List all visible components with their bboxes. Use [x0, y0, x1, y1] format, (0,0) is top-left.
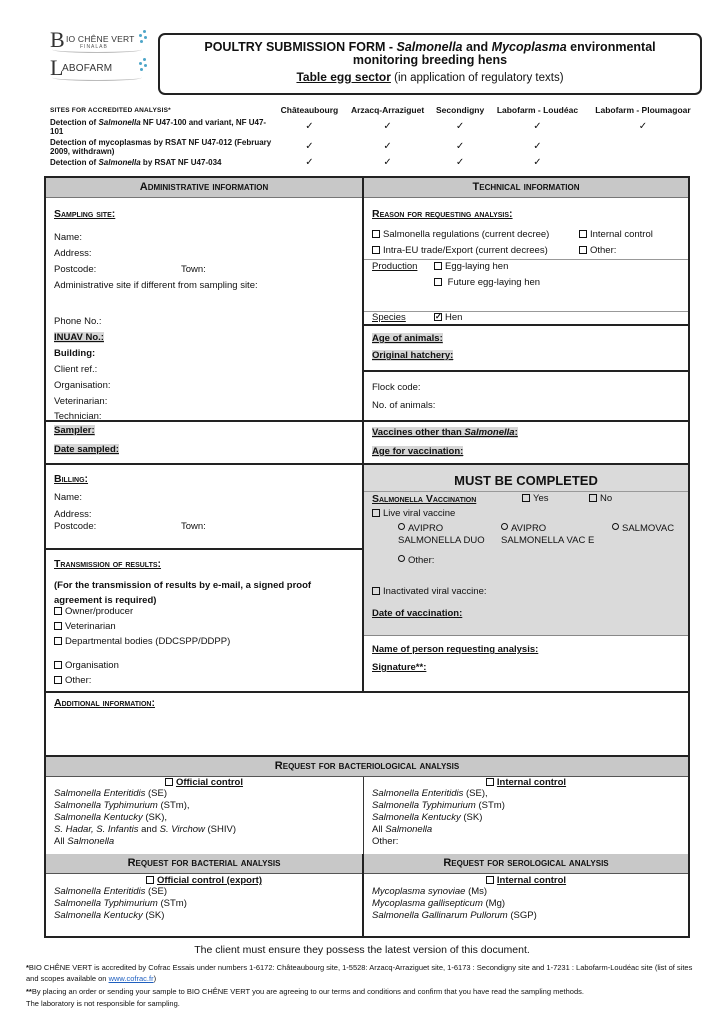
technical-header: Technical information [364, 178, 688, 198]
admin-header: Administrative information [46, 178, 362, 198]
checkbox-icon [434, 278, 442, 286]
logo-dots-icon [138, 58, 148, 72]
checkbox-icon [372, 509, 380, 517]
submission-form [44, 176, 690, 938]
list-item: Salmonella Kentucky (SK) [372, 812, 483, 823]
table-row: Detection of mycoplasmas by RSAT NF U47-012 (February 2009, withdrawn) ✓ ✓ ✓ ✓ [50, 137, 700, 157]
date-sampled-field[interactable]: Date sampled: [54, 444, 119, 455]
billing-address-field[interactable]: Address: [54, 509, 92, 520]
serological-internal-control-checkbox[interactable]: Internal control [364, 875, 688, 886]
radio-icon [398, 555, 405, 562]
check-icon [586, 157, 700, 169]
list-item: Mycoplasma synoviae (Ms) [372, 886, 488, 897]
signature-field[interactable]: Signature**: [372, 662, 427, 673]
check-icon: ✓ [305, 121, 314, 133]
list-item: Salmonella Enteritidis (SE) [54, 788, 167, 799]
age-of-animals-field[interactable]: Age of animals: [372, 333, 443, 344]
technical-column [364, 178, 688, 691]
internal-control-checkbox[interactable]: Internal control [364, 777, 688, 788]
additional-info-section: Additional information: [46, 691, 688, 757]
transmission-option-veterinarian[interactable]: Veterinarian [54, 621, 116, 633]
check-icon: ✓ [305, 157, 314, 169]
version-notice: The client must ensure they possess the latest version of this document. [194, 944, 530, 956]
billing-town-field[interactable]: Town: [181, 521, 206, 532]
production-future-egg-laying-hen[interactable]: Future egg-laying hen [434, 277, 540, 289]
option-avipro-duo[interactable]: AVIPRO SALMONELLA DUO [398, 523, 485, 546]
original-hatchery-field[interactable]: Original hatchery: [372, 350, 454, 361]
transmission-section: Transmission of results: (For the transmission of results by e-mail, a signed proof agreement is required) Owner/producer Veterinarian Departmental bodies (DDCSPP/DDPP) Organisation Other: [54, 558, 312, 686]
address-field[interactable]: Address: [54, 248, 92, 259]
client-ref-field[interactable]: Client ref.: [54, 364, 98, 375]
billing-name-field[interactable]: Name: [54, 492, 82, 503]
building-field[interactable]: Building: [54, 348, 96, 359]
check-icon [586, 137, 700, 157]
requester-section [364, 636, 688, 691]
logo-dots-icon [138, 30, 148, 44]
check-icon: ✓ [383, 157, 392, 169]
list-item: Other: [372, 836, 399, 847]
table-row: Detection of Salmonella NF U47-100 and variant, NF U47-101 ✓ ✓ ✓ ✓ ✓ [50, 117, 700, 137]
option-salmovac[interactable]: SALMOVAC [612, 523, 674, 535]
labofarm-logo: L ABOFARM [48, 56, 148, 82]
vaccines-other-field[interactable]: Vaccines other than Salmonella: [372, 427, 518, 438]
reason-intra-eu-trade[interactable]: Intra-EU trade/Export (current decrees) [372, 245, 548, 257]
technician-field[interactable]: Technician: [54, 411, 102, 422]
check-icon: ✓ [533, 141, 542, 153]
checkbox-icon [579, 230, 587, 238]
bio-chene-vert-logo: B IO CHÊNE VERT FINALAB [48, 28, 148, 54]
billing-postcode-field[interactable]: Postcode: [54, 521, 97, 532]
transmission-option-owner[interactable]: Owner/producer [54, 606, 133, 618]
form-title: POULTRY SUBMISSION FORM - Salmonella and Mycoplasma environmental monitoring breeding hens [204, 40, 656, 67]
vaccination-no[interactable]: No [589, 493, 612, 505]
species-hen[interactable]: ✓ Hen [434, 312, 462, 324]
list-item: Salmonella Typhimurium (STm), [54, 800, 190, 811]
bacterial-section: Request for bacterial analysis Official control (export) Salmonella Enteritidis (SE) Salmonella Typhimurium (STm) Salmonella Kentucky (SK) [46, 854, 362, 936]
check-icon: ✓ [533, 157, 542, 169]
list-item: All Salmonella [372, 824, 433, 835]
check-icon: ✓ [455, 121, 465, 133]
checkbox-icon [589, 494, 597, 502]
date-vaccination-field[interactable]: Date of vaccination: [372, 608, 463, 619]
checked-checkbox-icon [434, 313, 442, 321]
no-animals-field[interactable]: No. of animals: [372, 400, 436, 411]
list-item: Salmonella Enteritidis (SE) [54, 886, 167, 897]
check-icon: ✓ [383, 121, 392, 133]
list-item: All Salmonella [54, 836, 115, 847]
radio-icon [612, 523, 619, 530]
sampler-section [46, 422, 362, 465]
transmission-option-organisation[interactable]: Organisation [54, 660, 119, 672]
veterinarian-field[interactable]: Veterinarian: [54, 396, 108, 407]
reason-salmonella-regulations[interactable]: Salmonella regulations (current decree) [372, 229, 549, 241]
reason-internal-control[interactable]: Internal control [579, 229, 653, 241]
reason-section: Reason for requesting analysis: Salmonella regulations (current decree) Internal control Intra-EU trade/Export (current decrees) Other: Production Egg-laying hen Future egg-laying hen Species ✓ Hen [364, 198, 688, 326]
billing-section: Billing: Name: Address: Postcode: Town: [46, 465, 362, 550]
vaccines-section [364, 422, 688, 465]
official-control-export-checkbox[interactable]: Official control (export) [46, 875, 362, 886]
checkbox-icon [579, 246, 587, 254]
site-column: Châteaubourg [280, 104, 339, 115]
sampling-site-section: Sampling site: Name: Address: Postcode: Town: Administrative site if different from sampling site: Phone No.: INUAV No.: Building: Client ref.: Organisation: Veterinarian: Technician: [46, 198, 362, 422]
name-field[interactable]: Name: [54, 232, 82, 243]
form-subtitle: Table egg sector (in application of regulatory texts) [296, 70, 564, 84]
list-item: Salmonella Gallinarum Pullorum (SGP) [372, 910, 537, 921]
vaccination-yes[interactable]: Yes [522, 493, 549, 505]
bacteriological-section: Request for bacteriological analysis Official control Salmonella Enteritidis (SE) Salmonella Typhimurium (STm), Salmonella Kentucky (SK), S. Hadar, S. Infantis and S. Virchow (SHIV) All Salmonella Internal control Salmonella Enteritidis (SE), Salmonella Typhimurium (STm) Salmonella Kentucky (SK) All Salmonella Other: [46, 757, 688, 855]
check-icon: ✓ [305, 141, 314, 153]
list-item: Salmonella Kentucky (SK), [54, 812, 167, 823]
phone-field[interactable]: Phone No.: [54, 316, 102, 327]
checkbox-icon [146, 876, 154, 884]
accredited-sites-table: SITES FOR ACCREDITED ANALYSIS* Châteaubourg Arzacq-Arraziguet Secondigny Labofarm - Loudéac Labofarm - Ploumagoar Detection of Salmonella NF U47-100 and variant, NF U47-101 ✓ ✓ ✓ ✓ ✓ Detection of mycoplasmas by RSAT NF U47-012 (February 2009, withdrawn) ✓ ✓ ✓ ✓ Detection of Salmonella by RSAT NF U47-034 ✓ ✓ ✓ ✓ [50, 104, 700, 169]
cofrac-link[interactable]: www.cofrac.fr [108, 974, 154, 983]
footnote-terms: **By placing an order or sending your sample to BIO CHÊNE VERT you are agreeing to our terms and conditions and confirm that you have read the sampling methods. [26, 987, 584, 996]
site-column: Labofarm - Loudéac [496, 104, 579, 115]
table-row: Detection of Salmonella by RSAT NF U47-034 ✓ ✓ ✓ ✓ [50, 157, 700, 169]
checkbox-icon [54, 637, 62, 645]
check-icon: ✓ [455, 141, 465, 153]
check-icon: ✓ [533, 121, 542, 133]
checkbox-icon [522, 494, 530, 502]
checkbox-icon [434, 262, 442, 270]
transmission-option-departmental[interactable]: Departmental bodies (DDCSPP/DDPP) [54, 636, 230, 648]
live-viral-vaccine[interactable]: Live viral vaccine [372, 508, 455, 520]
organisation-field[interactable]: Organisation: [54, 380, 111, 391]
check-icon: ✓ [455, 157, 465, 169]
postcode-field[interactable]: Postcode: [54, 264, 97, 275]
flock-code-field[interactable]: Flock code: [372, 382, 421, 393]
radio-icon [398, 523, 405, 530]
inuav-field[interactable]: INUAV No.: [54, 332, 104, 343]
bacteriological-internal [364, 777, 688, 847]
footnote-responsibility: The laboratory is not responsible for sampling. [26, 999, 180, 1008]
site-column: Labofarm - Ploumagoar [595, 104, 691, 115]
list-item: S. Hadar, S. Infantis and S. Virchow (SHIV) [54, 824, 237, 835]
town-field[interactable]: Town: [181, 264, 206, 275]
admin-column [46, 178, 362, 691]
list-item: Salmonella Kentucky (SK) [54, 910, 165, 921]
checkbox-icon [54, 676, 62, 684]
production-egg-laying-hen[interactable]: Egg-laying hen [434, 261, 508, 273]
inactivated-viral-vaccine[interactable]: Inactivated viral vaccine: [372, 586, 487, 598]
option-live-other[interactable]: Other: [398, 555, 434, 567]
age-vaccination-field[interactable]: Age for vaccination: [372, 446, 464, 457]
transmission-option-other[interactable]: Other: [54, 675, 91, 687]
check-icon: ✓ [383, 141, 392, 153]
footnote-accreditation: *BIO CHÊNE VERT is accredited by Cofrac Essais under numbers 1-6172: Châteaubourg site, 1-5528: Arzacq-Arraziguet site, 1-6173 : Secondigny site and 1-7231 : Labofarm-Loudéac site (list of sites and scopes available on www.cofrac.fr) [26, 963, 693, 983]
checkbox-icon [372, 587, 380, 595]
checkbox-icon [54, 661, 62, 669]
site-column: Arzacq-Arraziguet [350, 104, 425, 115]
checkbox-icon [486, 876, 494, 884]
list-item: Salmonella Enteritidis (SE), [372, 788, 488, 799]
option-avipro-vac-e[interactable]: AVIPRO SALMONELLA VAC E [501, 523, 595, 546]
checkbox-icon [54, 607, 62, 615]
site-column: Secondigny [436, 104, 485, 115]
radio-icon [501, 523, 508, 530]
sampler-field[interactable]: Sampler: [54, 425, 95, 436]
checkbox-icon [486, 778, 494, 786]
checkbox-icon [372, 246, 380, 254]
form-title-box [158, 33, 702, 95]
checkbox-icon [54, 622, 62, 630]
official-control-checkbox[interactable]: Official control [46, 777, 362, 788]
checkbox-icon [165, 778, 173, 786]
bacteriological-official [46, 777, 362, 847]
flock-section [364, 372, 688, 422]
check-icon: ✓ [638, 121, 648, 133]
list-item: Salmonella Typhimurium (STm) [372, 800, 505, 811]
list-item: Mycoplasma gallisepticum (Mg) [372, 898, 506, 909]
admin-site-field[interactable]: Administrative site if different from sampling site: [54, 280, 258, 291]
serological-section: Request for serological analysis Internal control Mycoplasma synoviae (Ms) Mycoplasma gallisepticum (Mg) Salmonella Gallinarum Pullorum (SGP) [364, 854, 688, 936]
animals-section [364, 326, 688, 372]
reason-other[interactable]: Other: [579, 245, 616, 257]
requester-name-field[interactable]: Name of person requesting analysis: [372, 644, 539, 655]
checkbox-icon [372, 230, 380, 238]
must-complete-section: MUST BE COMPLETED Salmonella Vaccination Yes No Live viral vaccine AVIPRO SALMONELLA DUO AVIPRO SALMONELLA VAC E SALMOVAC Other: Inactivated viral vaccine: Date of vaccination: [364, 465, 688, 636]
list-item: Salmonella Typhimurium (STm) [54, 898, 187, 909]
